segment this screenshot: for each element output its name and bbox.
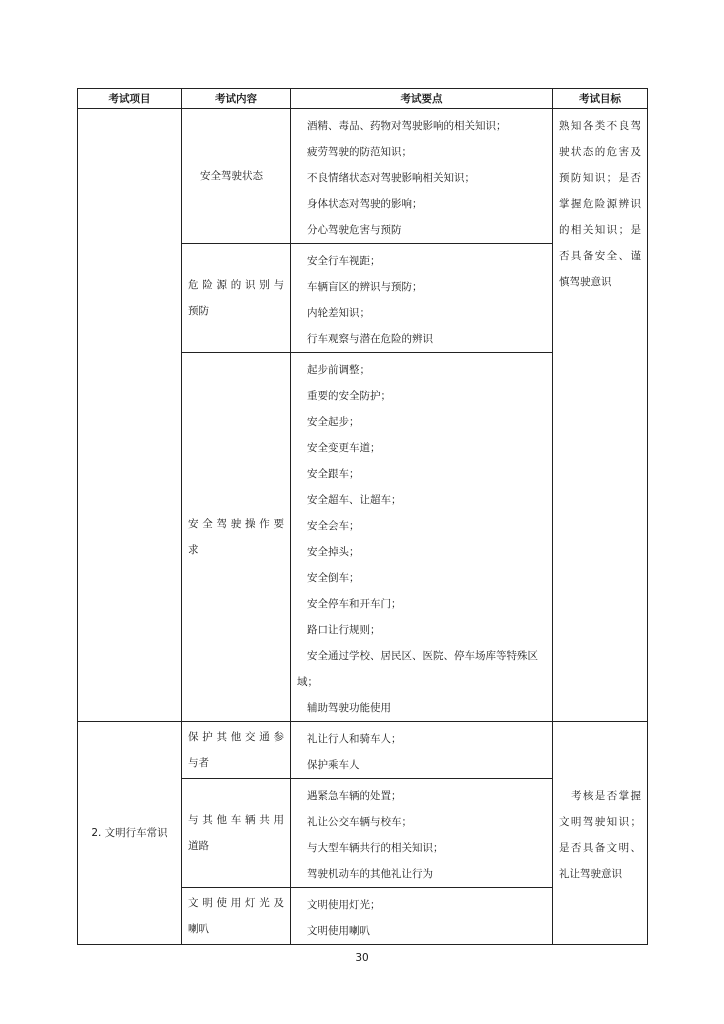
content-line: 与其他车辆共用 (188, 814, 284, 826)
header-exam-content: 考试内容 (182, 89, 291, 109)
goal-line: 否具备安全、谨 (559, 250, 641, 262)
point-line: 保护乘车人 (307, 759, 360, 771)
exam-item-cell (78, 722, 182, 945)
point-line: 驾驶机动车的其他礼让行为 (307, 868, 433, 880)
point-line: 礼让行人和骑车人； (307, 733, 402, 745)
content-cell (182, 779, 291, 888)
point-line: 路口让行规则； (307, 624, 381, 636)
content-line: 危险源的识别与 (188, 279, 284, 291)
header-exam-goal: 考试目标 (553, 89, 648, 109)
point-line: 不良情绪状态对驾驶影响相关知识； (307, 172, 475, 184)
point-line: 内轮差知识； (307, 307, 370, 319)
point-line: 安全行车视距； (307, 255, 381, 267)
goal-line: 的相关知识；是 (559, 224, 641, 236)
point-line: 辅助驾驶功能使用 (307, 702, 391, 714)
point-line: 域； (297, 676, 318, 688)
content-line: 保护其他交通参 (188, 731, 284, 743)
table-row (78, 722, 648, 779)
point-line: 分心驾驶危害与预防 (307, 224, 402, 236)
content-line: 安全驾驶状态 (200, 170, 263, 182)
goal-line: 预防知识；是否 (559, 172, 641, 184)
goal-line: 礼让驾驶意识 (559, 868, 622, 880)
point-line: 安全会车； (307, 520, 360, 532)
point-line: 疲劳驾驶的防范知识； (307, 146, 412, 158)
point-line: 酒精、毒品、药物对驾驶影响的相关知识； (307, 120, 507, 132)
content-line: 安全驾驶操作要 (188, 518, 284, 530)
table-row (78, 109, 648, 244)
exam-item-cell (78, 109, 182, 722)
content-line: 求 (188, 544, 199, 556)
point-line: 文明使用喇叭 (307, 925, 370, 937)
goal-line: 熟知各类不良驾 (559, 120, 641, 132)
point-line: 安全停车和开车门； (307, 598, 402, 610)
goal-line: 掌握危险源辨识 (559, 198, 641, 210)
content-line: 预防 (188, 305, 209, 317)
points-cell (291, 722, 553, 779)
content-cell (182, 353, 291, 722)
point-line: 安全变更车道； (307, 442, 381, 454)
point-line: 重要的安全防护； (307, 390, 391, 402)
point-line: 遇紧急车辆的处置； (307, 790, 402, 802)
content-cell (182, 888, 291, 945)
goal-line: 文明驾驶知识； (559, 816, 641, 828)
content-line: 与者 (188, 757, 209, 769)
points-cell (291, 244, 553, 353)
points-cell (291, 109, 553, 244)
goal-cell (553, 109, 648, 722)
exam-item-label: 2. 文明行车常识 (91, 827, 168, 839)
exam-table (77, 88, 648, 945)
content-cell (182, 244, 291, 353)
header-row (78, 89, 648, 109)
point-line: 起步前调整； (307, 364, 370, 376)
content-line: 道路 (188, 840, 209, 852)
page-number: 30 (355, 952, 369, 964)
content-cell (182, 722, 291, 779)
points-cell (291, 353, 553, 722)
point-line: 安全超车、让超车； (307, 494, 402, 506)
point-line: 礼让公交车辆与校车； (307, 816, 412, 828)
point-line: 安全起步； (307, 416, 360, 428)
content-line: 喇叭 (188, 923, 209, 935)
header-exam-points: 考试要点 (291, 89, 553, 109)
goal-line: 是否具备文明、 (559, 842, 641, 854)
point-line: 安全跟车； (307, 468, 360, 480)
points-cell (291, 888, 553, 945)
goal-line: 考核是否掌握 (571, 790, 641, 802)
goal-cell (553, 722, 648, 945)
point-line: 行车观察与潜在危险的辨识 (307, 333, 433, 345)
goal-line: 慎驾驶意识 (559, 276, 612, 288)
point-line: 身体状态对驾驶的影响； (307, 198, 423, 210)
content-line: 文明使用灯光及 (188, 897, 284, 909)
content-cell (182, 109, 291, 244)
point-line: 安全倒车； (307, 572, 360, 584)
header-exam-item: 考试项目 (78, 89, 182, 109)
goal-line: 驶状态的危害及 (559, 146, 641, 158)
point-line: 车辆盲区的辨识与预防； (307, 281, 423, 293)
points-cell (291, 779, 553, 888)
point-line: 文明使用灯光； (307, 899, 381, 911)
point-line: 安全掉头； (307, 546, 360, 558)
point-line: 与大型车辆共行的相关知识； (307, 842, 444, 854)
point-line: 安全通过学校、居民区、医院、停车场库等特殊区 (307, 650, 538, 662)
